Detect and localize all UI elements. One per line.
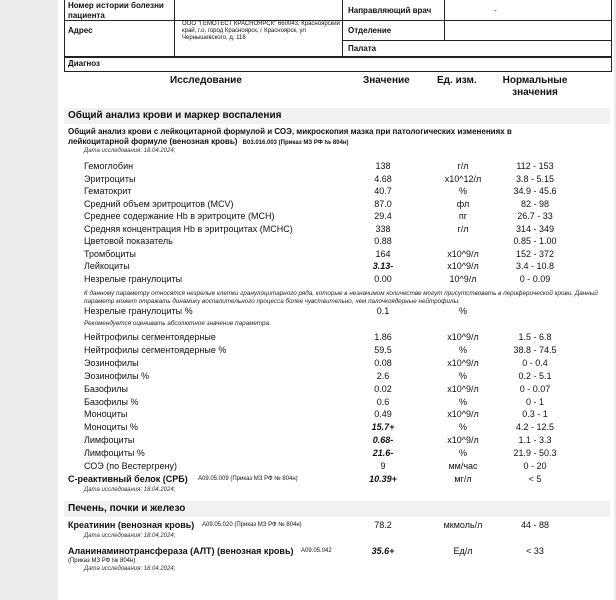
creatinine-date: Дата исследования: 18.04.2024; bbox=[84, 533, 176, 539]
result-ref: 3.8 - 5.15 bbox=[515, 173, 555, 184]
crp-ref: < 5 bbox=[528, 474, 542, 484]
table-row bbox=[58, 249, 614, 262]
crp-value: 10.39+ bbox=[369, 474, 397, 484]
table-row bbox=[58, 384, 614, 397]
alt-code: A09.05.042 bbox=[301, 548, 332, 554]
section-liver-title: Печень, почки и железо bbox=[68, 503, 186, 514]
result-name: Лимфоциты % bbox=[84, 448, 145, 459]
diagnosis-label: Диагноз bbox=[68, 59, 100, 68]
result-ref: 1.5 - 6.8 bbox=[518, 332, 552, 342]
result-unit: фл bbox=[456, 198, 470, 209]
col-norm bbox=[498, 75, 572, 99]
result-name: Цветовой показатель bbox=[84, 236, 173, 246]
alt-ref: < 33 bbox=[526, 546, 544, 556]
result-value: 0.68- bbox=[372, 435, 394, 446]
result-unit: x10^9/л bbox=[447, 261, 479, 271]
table-row bbox=[58, 435, 614, 448]
referring-value: - bbox=[494, 6, 497, 15]
creatinine-row bbox=[58, 520, 614, 533]
panel-code: B03.016.003 (Приказ МЗ РФ № 804н) bbox=[242, 140, 349, 146]
result-name: Средняя концентрация Hb в эритроцитах (MCHC) bbox=[84, 223, 293, 234]
result-unit: x10^9/л bbox=[447, 357, 479, 368]
record-label: Номер истории болезни пациента bbox=[68, 1, 164, 20]
result-unit: % bbox=[458, 422, 467, 433]
creatinine-unit: мкмоль/л bbox=[443, 520, 483, 530]
result-ref: 21.9 - 50.3 bbox=[513, 448, 557, 459]
result-ref: 1.1 - 3.3 bbox=[518, 435, 552, 446]
table-row bbox=[58, 422, 614, 435]
result-ref: 0 - 0.07 bbox=[519, 383, 551, 394]
result-unit: % bbox=[458, 396, 467, 407]
result-unit: x10^9/л bbox=[447, 435, 479, 446]
creatinine-code: A09.05.020 (Приказ МЗ РФ № 804н) bbox=[202, 522, 302, 528]
result-unit: x10^9/л bbox=[447, 409, 479, 420]
table-row bbox=[58, 186, 614, 199]
result-value: 59.5 bbox=[374, 344, 392, 355]
result-name: Нейтрофилы сегментоядерные bbox=[84, 332, 216, 342]
alt-code-cont: (Приказ МЗ РФ № 804н) bbox=[68, 558, 136, 564]
crp-date: Дата исследования: 18.04.2024; bbox=[84, 487, 176, 493]
result-unit: x10^12/л bbox=[444, 173, 482, 184]
result-unit: % bbox=[458, 344, 467, 355]
result-unit: % bbox=[458, 448, 467, 459]
result-unit: % bbox=[458, 306, 467, 316]
table-row bbox=[58, 274, 614, 287]
result-name: Эозинофилы % bbox=[84, 370, 150, 381]
section-cbc-title: Общий анализ крови и маркер воспаления bbox=[68, 110, 282, 121]
table-row bbox=[58, 224, 614, 237]
result-name: Лейкоциты bbox=[84, 261, 130, 271]
result-value: 1.86 bbox=[374, 332, 392, 342]
table-row bbox=[58, 161, 614, 174]
result-name: Эозинофилы bbox=[84, 357, 139, 368]
result-value: 2.6 bbox=[376, 370, 390, 381]
result-ref: 0 - 0.09 bbox=[519, 273, 551, 284]
result-ref: 82 - 98 bbox=[520, 198, 550, 209]
result-name: Средний объем эритроцитов (MCV) bbox=[84, 198, 234, 209]
address-label: Адрес bbox=[68, 26, 93, 35]
table-row bbox=[58, 174, 614, 187]
crp-name: С-реактивный белок (СРБ) bbox=[68, 474, 188, 484]
result-name: Нейтрофилы сегментоядерные % bbox=[84, 344, 227, 355]
result-name: Незрелые гранулоциты bbox=[84, 273, 183, 284]
col-norm-line2: значения bbox=[512, 87, 558, 98]
table-row bbox=[58, 409, 614, 422]
col-norm-line1: Нормальные bbox=[502, 75, 568, 86]
table-row bbox=[58, 236, 614, 249]
result-value: 138 bbox=[375, 161, 391, 171]
result-value: 87.0 bbox=[374, 198, 392, 209]
result-unit: x10^9/л bbox=[447, 383, 479, 394]
result-name: Базофилы bbox=[84, 383, 128, 394]
panel-date: Дата исследования: 18.04.2024; bbox=[84, 148, 176, 154]
result-unit: мм/час bbox=[448, 461, 478, 471]
table-row bbox=[58, 261, 614, 274]
result-unit: г/л bbox=[457, 161, 469, 171]
result-name: Гемоглобин bbox=[84, 161, 134, 171]
result-unit: г/л bbox=[457, 223, 469, 234]
table-row bbox=[58, 358, 614, 371]
table-row bbox=[58, 371, 614, 384]
result-ref: 314 - 349 bbox=[515, 223, 555, 234]
result-name: Эритроциты bbox=[84, 173, 136, 184]
col-value: Значение bbox=[363, 75, 410, 86]
result-name: Базофилы % bbox=[84, 396, 139, 407]
result-unit: пг bbox=[458, 211, 468, 221]
result-value: 0.00 bbox=[374, 273, 392, 284]
result-ref: 0.3 - 1 bbox=[522, 409, 548, 420]
table-row bbox=[58, 461, 614, 474]
result-value: 0.88 bbox=[374, 236, 392, 246]
result-value: 40.7 bbox=[374, 186, 392, 196]
immature-pct-note: Рекомендуется оценивать абсолютное значение параметра. bbox=[84, 320, 271, 327]
panel-title-main: лейкоцитарной формуле (венозная кровь) bbox=[68, 137, 238, 146]
result-value: 0.02 bbox=[374, 383, 392, 394]
result-ref: 0 - 1 bbox=[525, 396, 544, 407]
panel-title-line2 bbox=[68, 137, 349, 146]
result-name: Гематокрит bbox=[84, 186, 132, 196]
result-ref: 0.85 - 1.00 bbox=[513, 236, 557, 246]
result-value: 338 bbox=[375, 223, 391, 234]
result-unit: 10^9/л bbox=[449, 273, 477, 284]
result-unit: x10^9/л bbox=[447, 332, 479, 342]
result-ref: 0 - 20 bbox=[523, 461, 547, 471]
result-name: Моноциты bbox=[84, 409, 128, 420]
report-page bbox=[58, 0, 614, 600]
result-unit: % bbox=[458, 186, 467, 196]
result-value: 0.08 bbox=[374, 357, 392, 368]
result-value: 15.7+ bbox=[371, 422, 395, 433]
table-row bbox=[58, 397, 614, 410]
alt-date: Дата исследования: 18.04.2024; bbox=[84, 566, 176, 572]
result-value: 29.4 bbox=[374, 211, 392, 221]
result-ref: 3.4 - 10.8 bbox=[515, 261, 555, 271]
result-name: Моноциты % bbox=[84, 422, 138, 433]
referring-label: Направляющий врач bbox=[348, 6, 432, 15]
table-row bbox=[58, 306, 614, 319]
table-row bbox=[58, 448, 614, 461]
col-test: Исследование bbox=[170, 75, 242, 86]
table-row bbox=[58, 211, 614, 224]
result-name: СОЭ (по Вестергрену) bbox=[84, 461, 177, 471]
result-ref: 0.2 - 5.1 bbox=[518, 370, 552, 381]
table-row bbox=[58, 199, 614, 212]
immature-granulocytes-note: К данному параметру относятся незрелые клетки гранулоцитарного ряда, которые в незначимом количестве могут присутствовать в периферической крови. Данный параметр может отражать динамику воспалительного процесса более чувствительно, чем палочкоядерные нейтрофилы. bbox=[84, 290, 598, 305]
result-ref: 34.9 - 45.6 bbox=[513, 186, 557, 196]
result-ref: 112 - 153 bbox=[516, 161, 554, 171]
result-unit: % bbox=[458, 370, 467, 381]
result-value: 0.1 bbox=[376, 306, 390, 316]
creatinine-name: Креатинин (венозная кровь) bbox=[68, 520, 195, 530]
creatinine-value: 78.2 bbox=[374, 520, 392, 530]
address-value: ООО "ГЕМОТЕСТ КРАСНОЯРСК" 660043, Красноярский край, г.о. город Красноярск, г Красноярск, ул Чернышевского, д. 116 bbox=[182, 21, 340, 41]
result-name: Лимфоциты bbox=[84, 435, 135, 446]
result-value: 4.68 bbox=[374, 173, 392, 184]
table-row bbox=[58, 332, 614, 345]
result-value: 21.6- bbox=[372, 448, 394, 459]
panel-title-line1: Общий анализ крови с лейкоцитарной формулой и СОЭ, микроскопия мазка при патологических изменениях в bbox=[68, 127, 512, 136]
table-row bbox=[58, 345, 614, 358]
ward-label: Палата bbox=[348, 44, 377, 53]
crp-unit: мг/л bbox=[454, 474, 472, 484]
creatinine-ref: 44 - 88 bbox=[520, 520, 550, 530]
result-ref: 0 - 0.4 bbox=[522, 357, 548, 368]
result-value: 164 bbox=[375, 248, 391, 259]
alt-row bbox=[58, 546, 614, 559]
crp-row bbox=[58, 474, 614, 487]
result-value: 0.6 bbox=[376, 396, 390, 407]
alt-name: Аланинаминотрансфераза (АЛТ) (венозная кровь) bbox=[68, 546, 294, 556]
result-value: 3.13- bbox=[372, 261, 394, 271]
department-label: Отделение bbox=[348, 26, 392, 35]
result-ref: 152 - 372 bbox=[515, 248, 555, 259]
result-ref: 26.7 - 33 bbox=[517, 211, 553, 221]
alt-unit: Ед/л bbox=[453, 546, 473, 556]
result-unit: x10^9/л bbox=[447, 248, 479, 259]
result-value: 0.49 bbox=[374, 409, 392, 420]
crp-code: A09.05.009 (Приказ МЗ РФ № 804н) bbox=[198, 476, 298, 482]
result-name: Среднее содержание Hb в эритроците (MCH) bbox=[84, 211, 275, 221]
alt-value: 35.6+ bbox=[371, 546, 395, 556]
result-ref: 38.8 - 74.5 bbox=[513, 344, 557, 355]
diagnosis-box bbox=[64, 57, 612, 72]
result-value: 9 bbox=[380, 461, 386, 471]
result-name: Тромбоциты bbox=[84, 248, 137, 259]
result-ref: 4.2 - 12.5 bbox=[515, 422, 555, 433]
col-unit: Ед. изм. bbox=[437, 75, 477, 86]
result-name: Незрелые гранулоциты % bbox=[84, 306, 193, 316]
